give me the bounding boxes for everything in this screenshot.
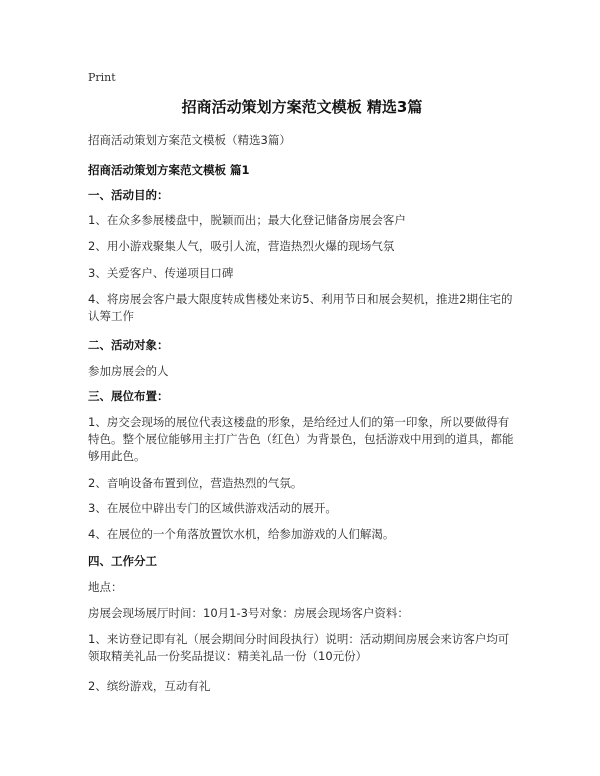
paragraph: 3、在展位中辟出专门的区域供游戏活动的展开。 xyxy=(88,501,337,515)
paragraph: 4、将房展会客户最大限度转成售楼处来访5、利用节日和展会契机，推进2期住宅的认筹工作 xyxy=(88,292,513,323)
section-title: 招商活动策划方案范文模板 篇1 xyxy=(88,163,250,177)
page-title: 招商活动策划方案范文模板 精选3篇 xyxy=(181,98,423,116)
paragraph: 参加房展会的人 xyxy=(88,364,169,378)
document-subtitle: 招商活动策划方案范文模板（精选3篇） xyxy=(88,133,291,147)
heading-booth-layout: 三、展位布置： xyxy=(88,389,169,403)
heading-activity-purpose: 一、活动目的： xyxy=(88,188,169,202)
paragraph: 1、来访登记即有礼（展会期间分时间段执行）说明：活动期间房展会来访客户均可领取精美礼品一份奖品提议：精美礼品一份（10元份） xyxy=(88,632,510,663)
paragraph: 1、房交会现场的展位代表这楼盘的形象，是给经过人们的第一印象，所以要做得有特色。整个展位能够用主打广告色（红色）为背景色，包括游戏中用到的道具，都能够用此色。 xyxy=(88,415,514,463)
paragraph: 2、音响设备布置到位，营造热烈的气氛。 xyxy=(88,476,303,490)
paragraph: 房展会现场展厅时间：10月1-3号对象：房展会现场客户资料： xyxy=(88,606,409,620)
paragraph: 2、缤纷游戏，互动有礼 xyxy=(88,679,211,693)
paragraph: 4、在展位的一个角落放置饮水机，给参加游戏的人们解渴。 xyxy=(88,527,395,541)
print-link[interactable]: Print xyxy=(88,71,116,84)
paragraph: 1、在众多参展楼盘中，脱颖而出；最大化登记储备房展会客户 xyxy=(88,213,406,227)
heading-work-division: 四、工作分工 xyxy=(88,554,157,568)
paragraph: 3、关爱客户、传递项目口碑 xyxy=(88,266,234,280)
heading-activity-target: 二、活动对象： xyxy=(88,338,169,352)
paragraph: 地点： xyxy=(88,580,123,594)
paragraph: 2、用小游戏聚集人气，吸引人流，营造热烈火爆的现场气氛 xyxy=(88,239,395,253)
